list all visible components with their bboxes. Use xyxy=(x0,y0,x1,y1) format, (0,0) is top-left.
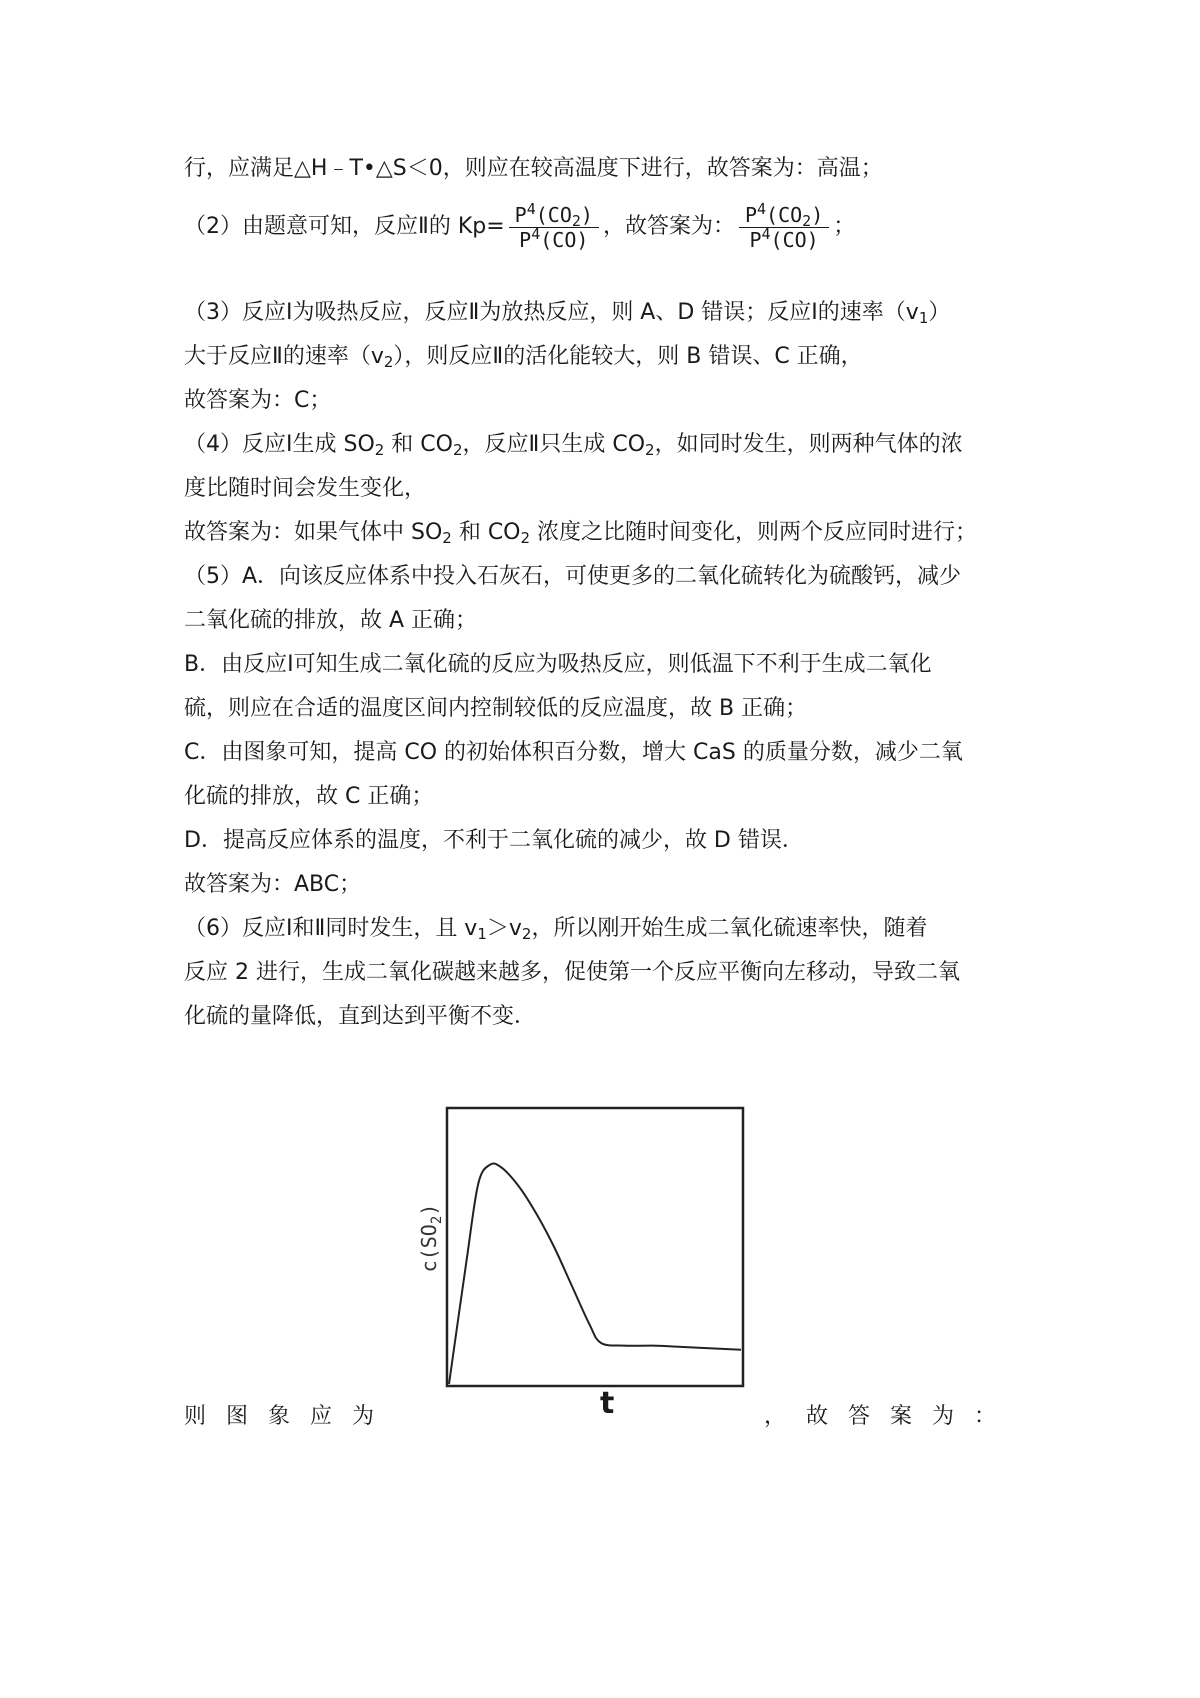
text-line-5f: 化硫的排放，故 C 正确； xyxy=(184,784,434,809)
text-line-4a: （4）反应Ⅰ生成 $SO_2$ 和 $CO_2$，反应Ⅱ只生成 $CO_2$，如同时发生，则两种气体的浓 xyxy=(184,432,963,459)
series-line-so2 xyxy=(449,1163,741,1384)
kp-label: （2）由题意可知，反应Ⅱ的 Kp= xyxy=(184,214,505,239)
answer-prefix: 则图象应为 xyxy=(184,1404,395,1429)
text-line-5h: 故答案为：ABC； xyxy=(184,872,362,897)
text-line-6a: （6）反应Ⅰ和Ⅱ同时发生，且 $v_1>v_2$，所以刚开始生成二氧化硫速率快，随着 xyxy=(184,916,928,943)
text-line-6b: 反应 2 进行，生成二氧化碳越来越多，促使第一个反应平衡向左移动，导致二氧 xyxy=(184,960,960,985)
x-axis-label: t xyxy=(600,1386,615,1421)
text-line-5d: 硫，则应在合适的温度区间内控制较低的反应温度，故 B 正确； xyxy=(184,696,808,721)
text-line-3a: （3）反应Ⅰ为吸热反应，反应Ⅱ为放热反应，则 A、D 错误；反应Ⅰ的速率$(v_1)$ xyxy=(184,300,951,327)
text-line-4c: 故答案为：如果气体中 $SO_2$ 和 $CO_2$ 浓度之比随时间变化，则两个反应同时进行； xyxy=(184,520,978,547)
text-line-4b: 度比随时间会发生变化， xyxy=(184,476,427,501)
answer-label: ，故答案为： xyxy=(602,214,735,239)
y-axis-label xyxy=(417,1204,445,1273)
text-line-5b: 二氧化硫的排放，故 A 正确； xyxy=(184,608,478,633)
text-line-6c: 化硫的量降低，直到达到平衡不变． xyxy=(184,1004,537,1029)
text-line-1: 行，应满足△H﹣T•△S＜0，则应在较高温度下进行，故答案为：高温； xyxy=(184,156,883,181)
text-line-5g: D．提高反应体系的温度，不利于二氧化硫的减少，故 D 错误． xyxy=(184,828,804,853)
text-line-7 xyxy=(184,1402,1024,1432)
chart-frame xyxy=(447,1108,743,1386)
so2-concentration-chart xyxy=(417,1098,755,1414)
kp-denominator: $P^4(CO)$ xyxy=(519,224,589,252)
kp-fraction xyxy=(509,199,599,252)
answer-fraction: $\frac{P^4(CO_2)}{P^4(CO)}$ xyxy=(739,203,829,252)
text-line-2: （2）由题意可知，反应Ⅱ的 Kp= $\frac{P^4(CO_2)}{P^4(CO)}$ ，故答案为： $\frac{P^4(CO_2)}{P^4(CO)}$ ； xyxy=(184,199,856,252)
text-line-3b: 大于反应Ⅱ的速率$(v_2)$，则反应Ⅱ的活化能较大，则 B 错误、C 正确， xyxy=(184,344,863,371)
text-line-5c: B．由反应Ⅰ可知生成二氧化硫的反应为吸热反应，则低温下不利于生成二氧化 xyxy=(184,652,932,677)
text-line-3c: 故答案为：C； xyxy=(184,388,332,413)
text-line-5e: C．由图象可知，提高 CO 的初始体积百分数，增大 CaS 的质量分数，减少二氧 xyxy=(184,740,963,765)
answer-suffix: ，故答案为： xyxy=(764,1404,1017,1429)
kp-numerator: $P^4(CO_2)$ xyxy=(509,203,599,228)
text-line-5a: （5）A．向该反应体系中投入石灰石，可使更多的二氧化硫转化为硫酸钙，减少 xyxy=(184,564,962,589)
svg-text:c(SO2): $c(SO_2)$ xyxy=(417,1203,445,1273)
